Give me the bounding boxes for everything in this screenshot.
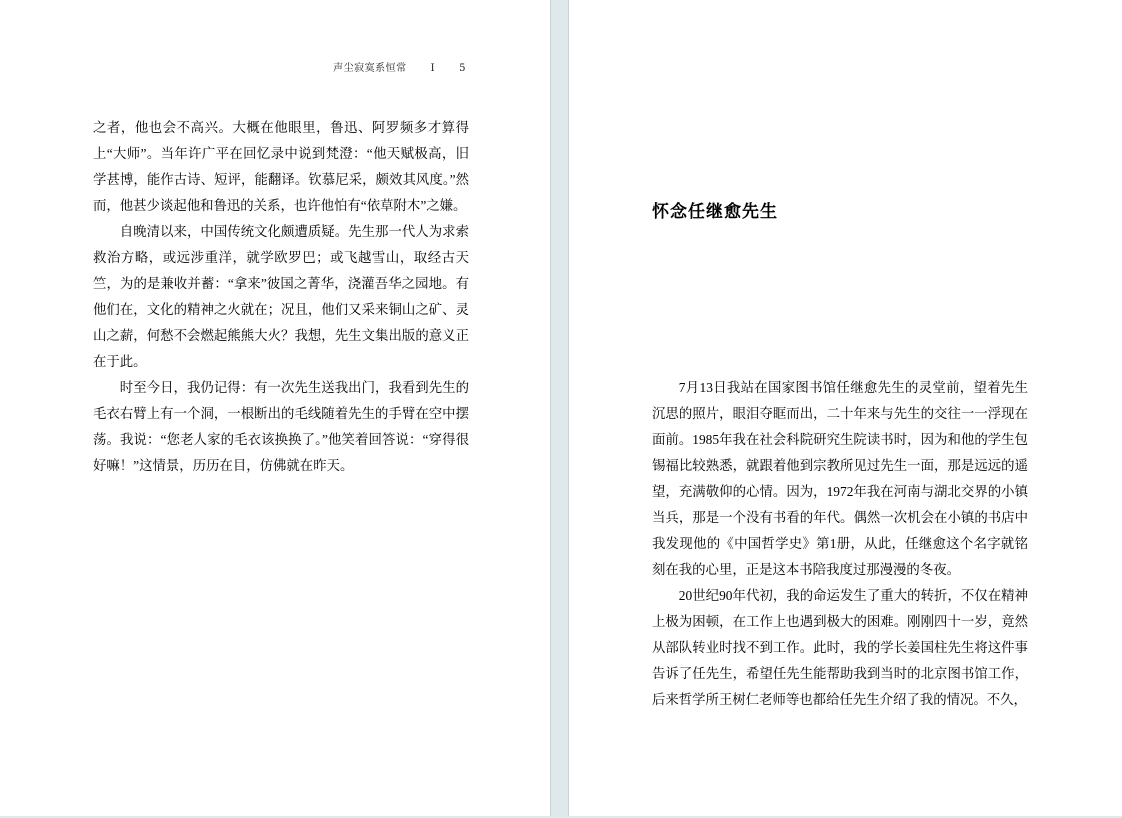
header-separator: I	[430, 63, 436, 74]
paragraph: 7月13日我站在国家图书馆任继愈先生的灵堂前，望着先生沉思的照片，眼泪夺眶而出，二十年来与先生的交往一一浮现在面前。1985年我在社会科院研究生院读书时，因为和他的学生包锡福比较熟悉，就跟着他到宗教所见过先生一面，那是远远的遥望，充满敬仰的心情。因为，1972年我在河南与湖北交界的小镇当兵，那是一个没有书看的年代。偶然一次机会在小镇的书店中我发现他的《中国哲学史》第1册，从此，任继愈这个名字就铭刻在我的心里，正是这本书陪我度过那漫漫的冬夜。	[652, 380, 1028, 577]
paragraph: 时至今日，我仍记得：有一次先生送我出门，我看到先生的毛衣右臂上有一个洞，一根断出的毛线随着先生的手臂在空中摆荡。我说：“您老人家的毛衣该换换了。”他笑着回答说：“穿得很好嘛！”这情景，历历在目，仿佛就在昨天。	[93, 380, 469, 473]
paragraph: 20世纪90年代初，我的命运发生了重大的转折，不仅在精神上极为困顿，在工作上也遇到极大的困难。刚刚四十一岁，竟然从部队转业时找不到工作。此时，我的学长姜国柱先生将这件事告诉了任先生，希望任先生能帮助我到当时的北京图书馆工作，后来哲学所王树仁老师等也都给任先生介绍了我的情况。不久，	[652, 588, 1028, 707]
paragraph: 之者，他也会不高兴。大概在他眼里，鲁迅、阿罗频多才算得上“大师”。当年许广平在回忆录中说到梵澄：“他天赋极高，旧学甚博，能作古诗、短评，能翻译。钦慕尼采，颇效其风度。”然而，他甚少谈起他和鲁迅的关系，也许他怕有“依草附木”之嫌。	[93, 120, 469, 213]
left-page-body	[93, 115, 469, 479]
right-page-body	[652, 375, 1028, 713]
page-number: 5	[459, 63, 466, 74]
paragraph: 自晚清以来，中国传统文化颇遭质疑。先生那一代人为求索救治方略，或远涉重洋，就学欧罗巴；或飞越雪山，取经古天竺，为的是兼收并蓄：“拿来”彼国之菁华，浇灌吾华之园地。有他们在，文化的精神之火就在；况且，他们又采来铜山之矿、灵山之薪，何愁不会燃起熊熊大火？我想，先生文集出版的意义正在于此。	[93, 224, 469, 369]
header-title: 声尘寂寞系恒常	[333, 63, 407, 74]
running-header	[333, 59, 466, 74]
chapter-title: 怀念任继愈先生	[652, 202, 778, 222]
